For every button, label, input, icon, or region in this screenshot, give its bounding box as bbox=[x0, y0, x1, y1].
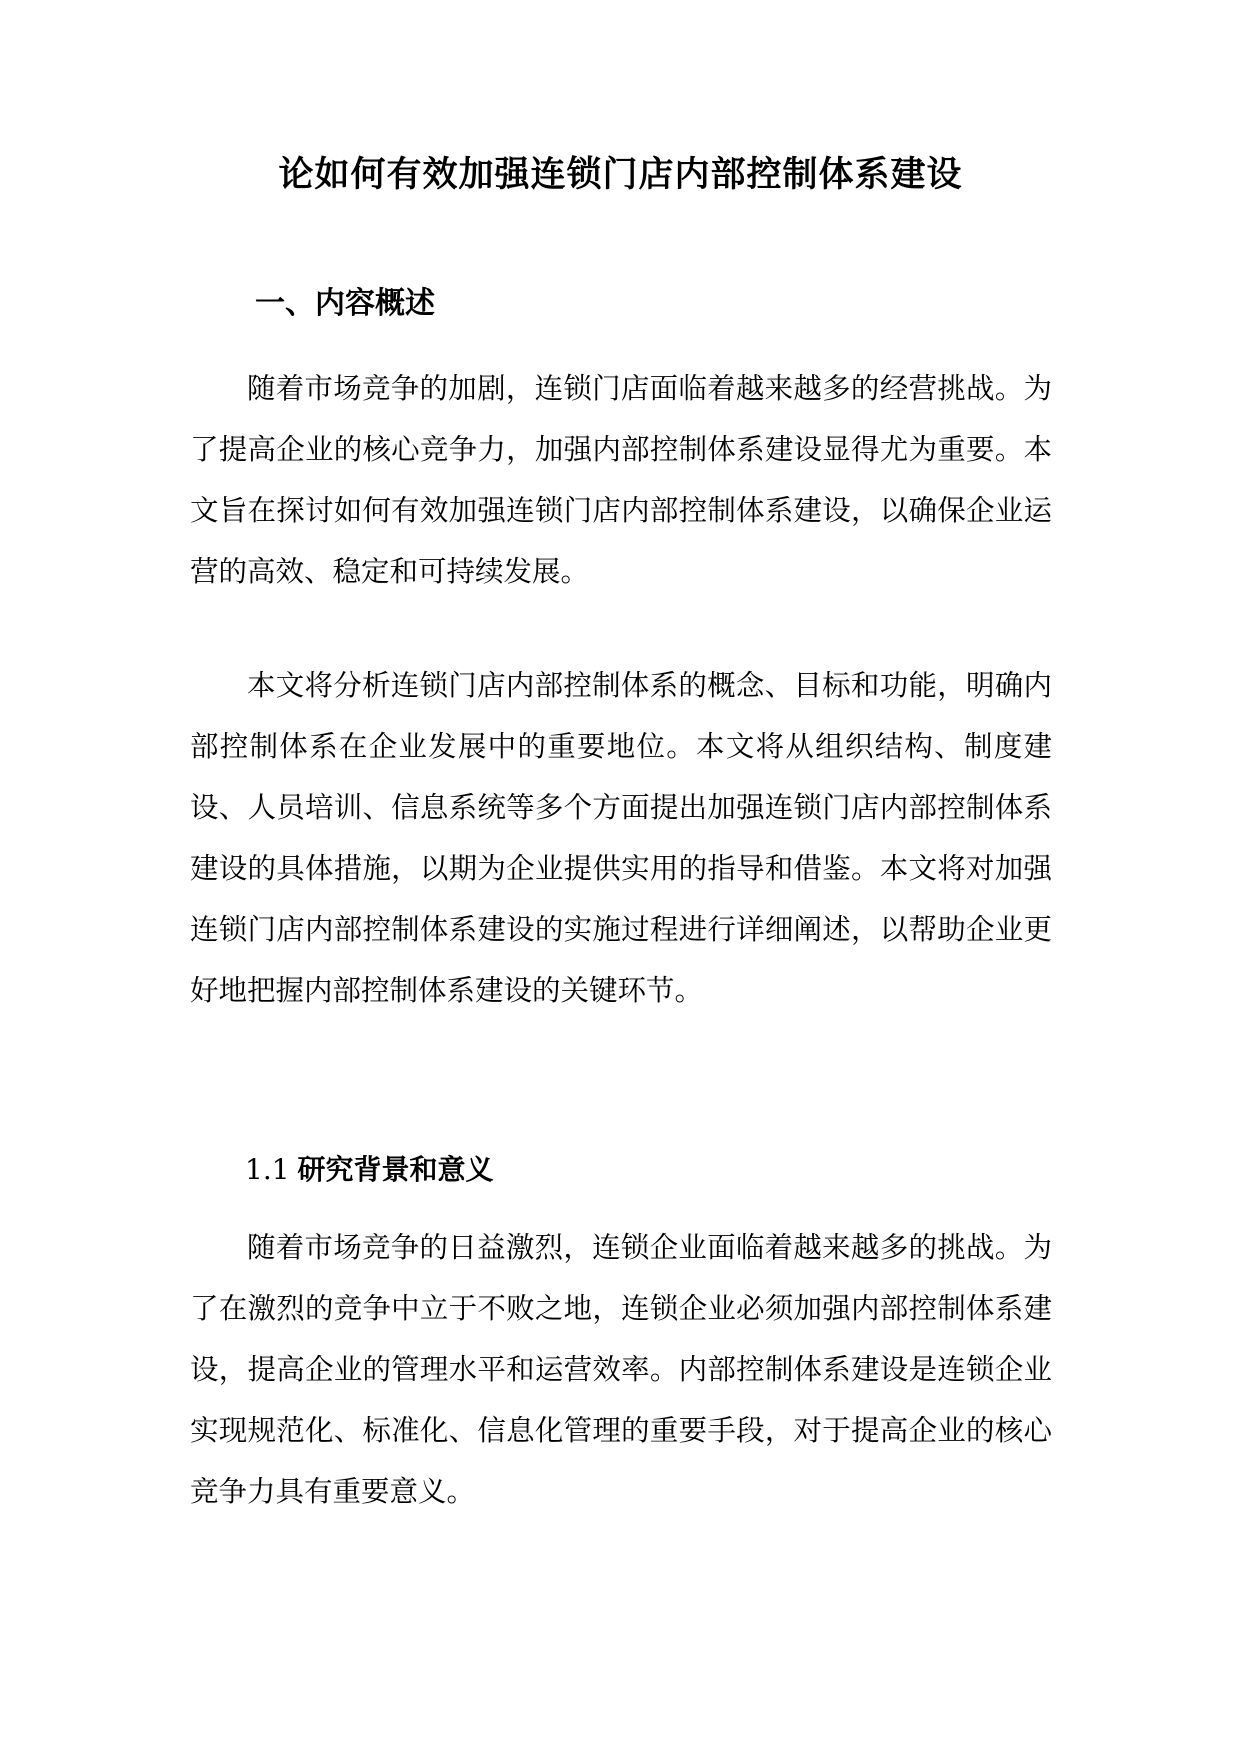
paragraph: 随着市场竞争的加剧，连锁门店面临着越来越多的经营挑战。为了提高企业的核心竞争力，加强内部控制体系建设显得尤为重要。本文旨在探讨如何有效加强连锁门店内部控制体系建设，以确保企业运营的高效、稳定和可持续发展。 bbox=[190, 372, 1052, 588]
subsection-number: 1.1 bbox=[245, 1153, 290, 1186]
section-heading-content-overview: 一、内容概述 bbox=[255, 286, 435, 321]
paragraph: 随着市场竞争的日益激烈，连锁企业面临着越来越多的挑战。为了在激烈的竞争中立于不败之地，连锁企业必须加强内部控制体系建设，提高企业的管理水平和运营效率。内部控制体系建设是连锁企业实现规范化、标准化、信息化管理的重要手段，对于提高企业的核心竞争力具有重要意义。 bbox=[190, 1231, 1052, 1508]
paragraph: 本文将分析连锁门店内部控制体系的概念、目标和功能，明确内部控制体系在企业发展中的重要地位。本文将从组织结构、制度建设、人员培训、信息系统等多个方面提出加强连锁门店内部控制体系建设的具体措施，以期为企业提供实用的指导和借鉴。本文将对加强连锁门店内部控制体系建设的实施过程进行详细阐述，以帮助企业更好地把握内部控制体系建设的关键环节。 bbox=[190, 669, 1052, 1007]
subsection-title: 研究背景和意义 bbox=[297, 1153, 494, 1186]
document-title: 论如何有效加强连锁门店内部控制体系建设 bbox=[278, 154, 963, 195]
subsection-heading-research-background bbox=[245, 1150, 494, 1190]
